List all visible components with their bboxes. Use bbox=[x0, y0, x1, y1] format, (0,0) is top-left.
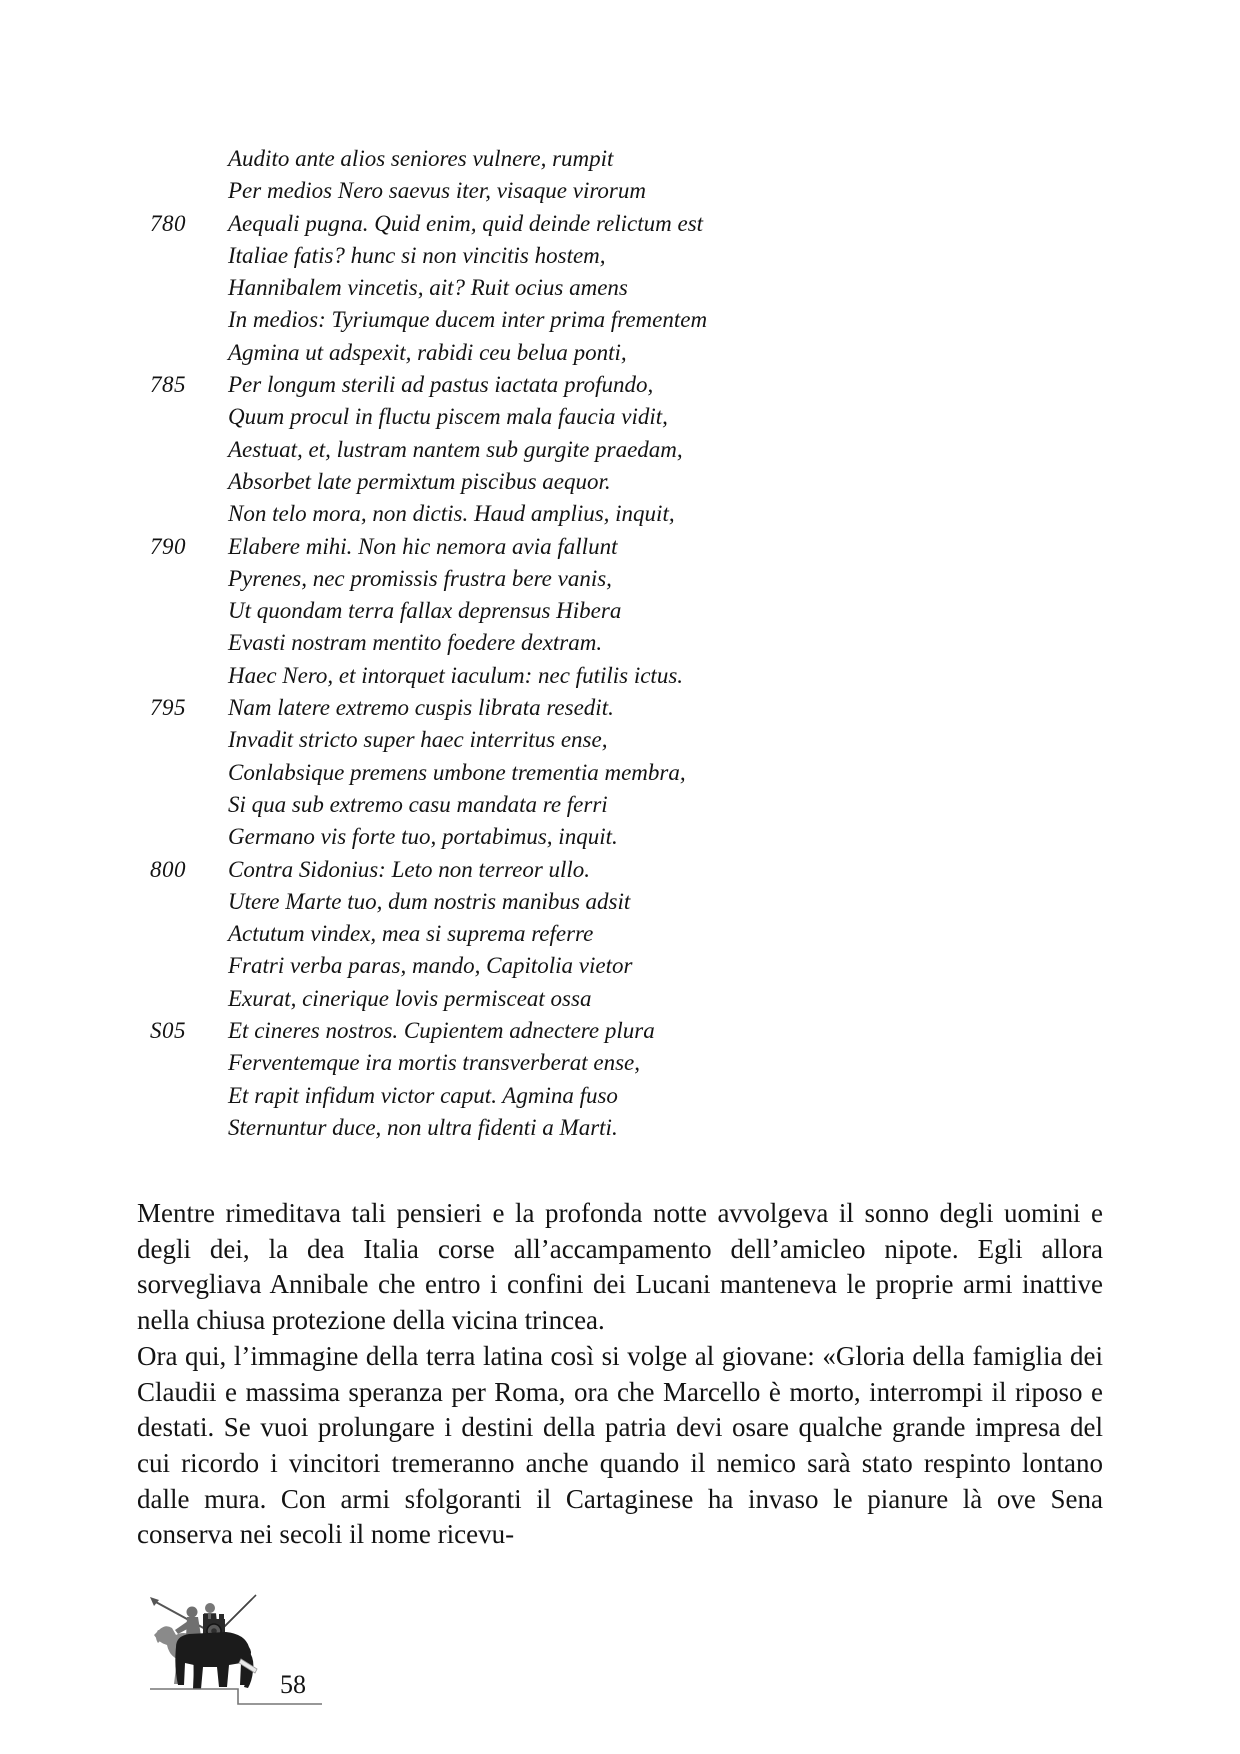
poem-line-number bbox=[150, 724, 228, 756]
poem-line-text: Elabere mihi. Non hic nemora avia fallunt bbox=[228, 533, 618, 559]
poem-line-number bbox=[150, 563, 228, 595]
poem-line-text: Et rapit infidum victor caput. Agmina fuso bbox=[228, 1082, 618, 1108]
prose-paragraph: Mentre rimeditava tali pensieri e la profonda notte avvolgeva il sonno degli uomini e degli dei, la dea Italia corse all’accampamento dell’amicleo nipote. Egli allora sorvegliava Annibale che entro i confini dei Lucani manteneva le proprie armi inattive nella chiusa protezione della vicina trincea. bbox=[137, 1198, 1103, 1336]
poem-line bbox=[150, 821, 1110, 853]
poem-line-number bbox=[150, 272, 228, 304]
poem-line-text: Nam latere extremo cuspis librata resedit. bbox=[228, 695, 614, 721]
poem-line-text: Conlabsique premens umbone trementia membra, bbox=[228, 759, 686, 785]
poem-line-number: 790 bbox=[150, 533, 186, 559]
poem-line-number bbox=[150, 757, 228, 789]
poem-line-text: Fratri verba paras, mando, Capitolia vietor bbox=[228, 953, 633, 979]
poem-block bbox=[150, 143, 1110, 1144]
poem-line-text: Germano vis forte tuo, portabimus, inquit. bbox=[228, 824, 618, 850]
poem-line-text: Pyrenes, nec promissis frustra bere vanis, bbox=[228, 565, 612, 591]
poem-line bbox=[150, 434, 1110, 466]
poem-line bbox=[150, 886, 1110, 918]
poem-line-number bbox=[150, 918, 228, 950]
poem-line bbox=[150, 1080, 1110, 1112]
poem-line-number bbox=[150, 789, 228, 821]
poem-line-text: Contra Sidonius: Leto non terreor ullo. bbox=[228, 856, 591, 882]
poem-line-number bbox=[150, 983, 228, 1015]
poem-line bbox=[150, 498, 1110, 530]
poem-line bbox=[150, 854, 1110, 886]
prose-paragraph: Ora qui, l’immagine della terra latina così si volge al giovane: «Gloria della famiglia dei Claudii e massima speranza per Roma, ora che Marcello è morto, interrompi il riposo e destati. Se vuoi prolungare i destini della patria devi osare qualche grande impresa del cui ricordo i vincitori tremeranno anche quando il nemico sarà stato respinto lontano dalle mura. Con armi sfolgoranti il Cartaginese ha invaso le pianure là ove Sena conserva nei secoli il nome ricevu- bbox=[137, 1340, 1103, 1550]
poem-line bbox=[150, 789, 1110, 821]
poem-line bbox=[150, 724, 1110, 756]
poem-line-text: Invadit stricto super haec interritus ense, bbox=[228, 727, 608, 753]
poem-line-text: Agmina ut adspexit, rabidi ceu belua ponti, bbox=[228, 339, 627, 365]
poem-line-number bbox=[150, 401, 228, 433]
poem-line-number bbox=[150, 337, 228, 369]
poem-line-number bbox=[150, 595, 228, 627]
poem-line-number: 785 bbox=[150, 372, 186, 398]
poem-line-number bbox=[150, 466, 228, 498]
poem-line-number bbox=[150, 627, 228, 659]
poem-line-number bbox=[150, 143, 228, 175]
poem-line-number bbox=[150, 240, 228, 272]
poem-line-number bbox=[150, 1112, 228, 1144]
poem-line-number bbox=[150, 660, 228, 692]
poem-line bbox=[150, 240, 1110, 272]
poem-line bbox=[150, 983, 1110, 1015]
poem-line bbox=[150, 369, 1110, 401]
poem-line bbox=[150, 950, 1110, 982]
poem-line-number bbox=[150, 304, 228, 336]
poem-line bbox=[150, 595, 1110, 627]
poem-line-number: 800 bbox=[150, 856, 186, 882]
poem-line-text: Ferventemque ira mortis transverberat ense, bbox=[228, 1050, 641, 1076]
poem-line bbox=[150, 692, 1110, 724]
poem-line-text: Si qua sub extremo casu mandata re ferri bbox=[228, 791, 608, 817]
poem-line-text: Aequali pugna. Quid enim, quid deinde relictum est bbox=[228, 210, 704, 236]
poem-line-number bbox=[150, 1047, 228, 1079]
poem-line bbox=[150, 1015, 1110, 1047]
poem-line-text: Hannibalem vincetis, ait? Ruit ocius amens bbox=[228, 275, 628, 301]
poem-line bbox=[150, 1047, 1110, 1079]
poem-line bbox=[150, 272, 1110, 304]
poem-line-number bbox=[150, 175, 228, 207]
poem-line-number bbox=[150, 886, 228, 918]
poem-line-text: Et cineres nostros. Cupientem adnectere plura bbox=[228, 1018, 655, 1044]
poem-line bbox=[150, 401, 1110, 433]
poem-line-text: Aestuat, et, lustram nantem sub gurgite praedam, bbox=[228, 436, 683, 462]
poem-line bbox=[150, 1112, 1110, 1144]
poem-line-text: Audito ante alios seniores vulnere, rumpit bbox=[228, 146, 614, 171]
poem-line-text: Absorbet late permixtum piscibus aequor. bbox=[228, 468, 611, 494]
poem-line bbox=[150, 337, 1110, 369]
poem-line-number bbox=[150, 434, 228, 466]
poem-line-number bbox=[150, 821, 228, 853]
poem-line bbox=[150, 466, 1110, 498]
poem-line-text: Actutum vindex, mea si suprema referre bbox=[228, 921, 594, 947]
poem-line bbox=[150, 757, 1110, 789]
poem-line-number bbox=[150, 1080, 228, 1112]
poem-line-text: Evasti nostram mentito foedere dextram. bbox=[228, 630, 603, 656]
poem-line-text: Exurat, cinerique lovis permisceat ossa bbox=[228, 985, 592, 1011]
poem-line-number bbox=[150, 950, 228, 982]
poem-line bbox=[150, 531, 1110, 563]
poem-line-number: S05 bbox=[150, 1018, 186, 1044]
poem-line bbox=[150, 143, 1110, 175]
poem-line bbox=[150, 563, 1110, 595]
poem-line-text: Sternuntur duce, non ultra fidenti a Marti. bbox=[228, 1114, 618, 1140]
poem-line bbox=[150, 918, 1110, 950]
poem-line-number: 780 bbox=[150, 210, 186, 236]
poem-line-text: Non telo mora, non dictis. Haud amplius, inquit, bbox=[228, 501, 675, 527]
prose-block bbox=[137, 1196, 1103, 1553]
poem-line bbox=[150, 208, 1110, 240]
poem-line-text: Ut quondam terra fallax deprensus Hibera bbox=[228, 598, 622, 624]
poem-line-text: In medios: Tyriumque ducem inter prima frementem bbox=[228, 307, 708, 333]
poem-line bbox=[150, 660, 1110, 692]
poem-line bbox=[150, 175, 1110, 207]
poem-line-text: Per longum sterili ad pastus iactata profundo, bbox=[228, 372, 654, 398]
poem-line-text: Per medios Nero saevus iter, visaque virorum bbox=[228, 178, 646, 204]
poem-line-number: 795 bbox=[150, 695, 186, 721]
poem-line bbox=[150, 304, 1110, 336]
page-number: 58 bbox=[280, 1670, 306, 1699]
poem-line-number bbox=[150, 498, 228, 530]
poem-line-text: Italiae fatis? hunc si non vincitis hostem, bbox=[228, 242, 606, 268]
poem-line bbox=[150, 627, 1110, 659]
poem-line-text: Haec Nero, et intorquet iaculum: nec futilis ictus. bbox=[228, 662, 684, 688]
poem-line-text: Utere Marte tuo, dum nostris manibus adsit bbox=[228, 888, 631, 914]
poem-line-text: Quum procul in fluctu piscem mala faucia vidit, bbox=[228, 404, 668, 430]
